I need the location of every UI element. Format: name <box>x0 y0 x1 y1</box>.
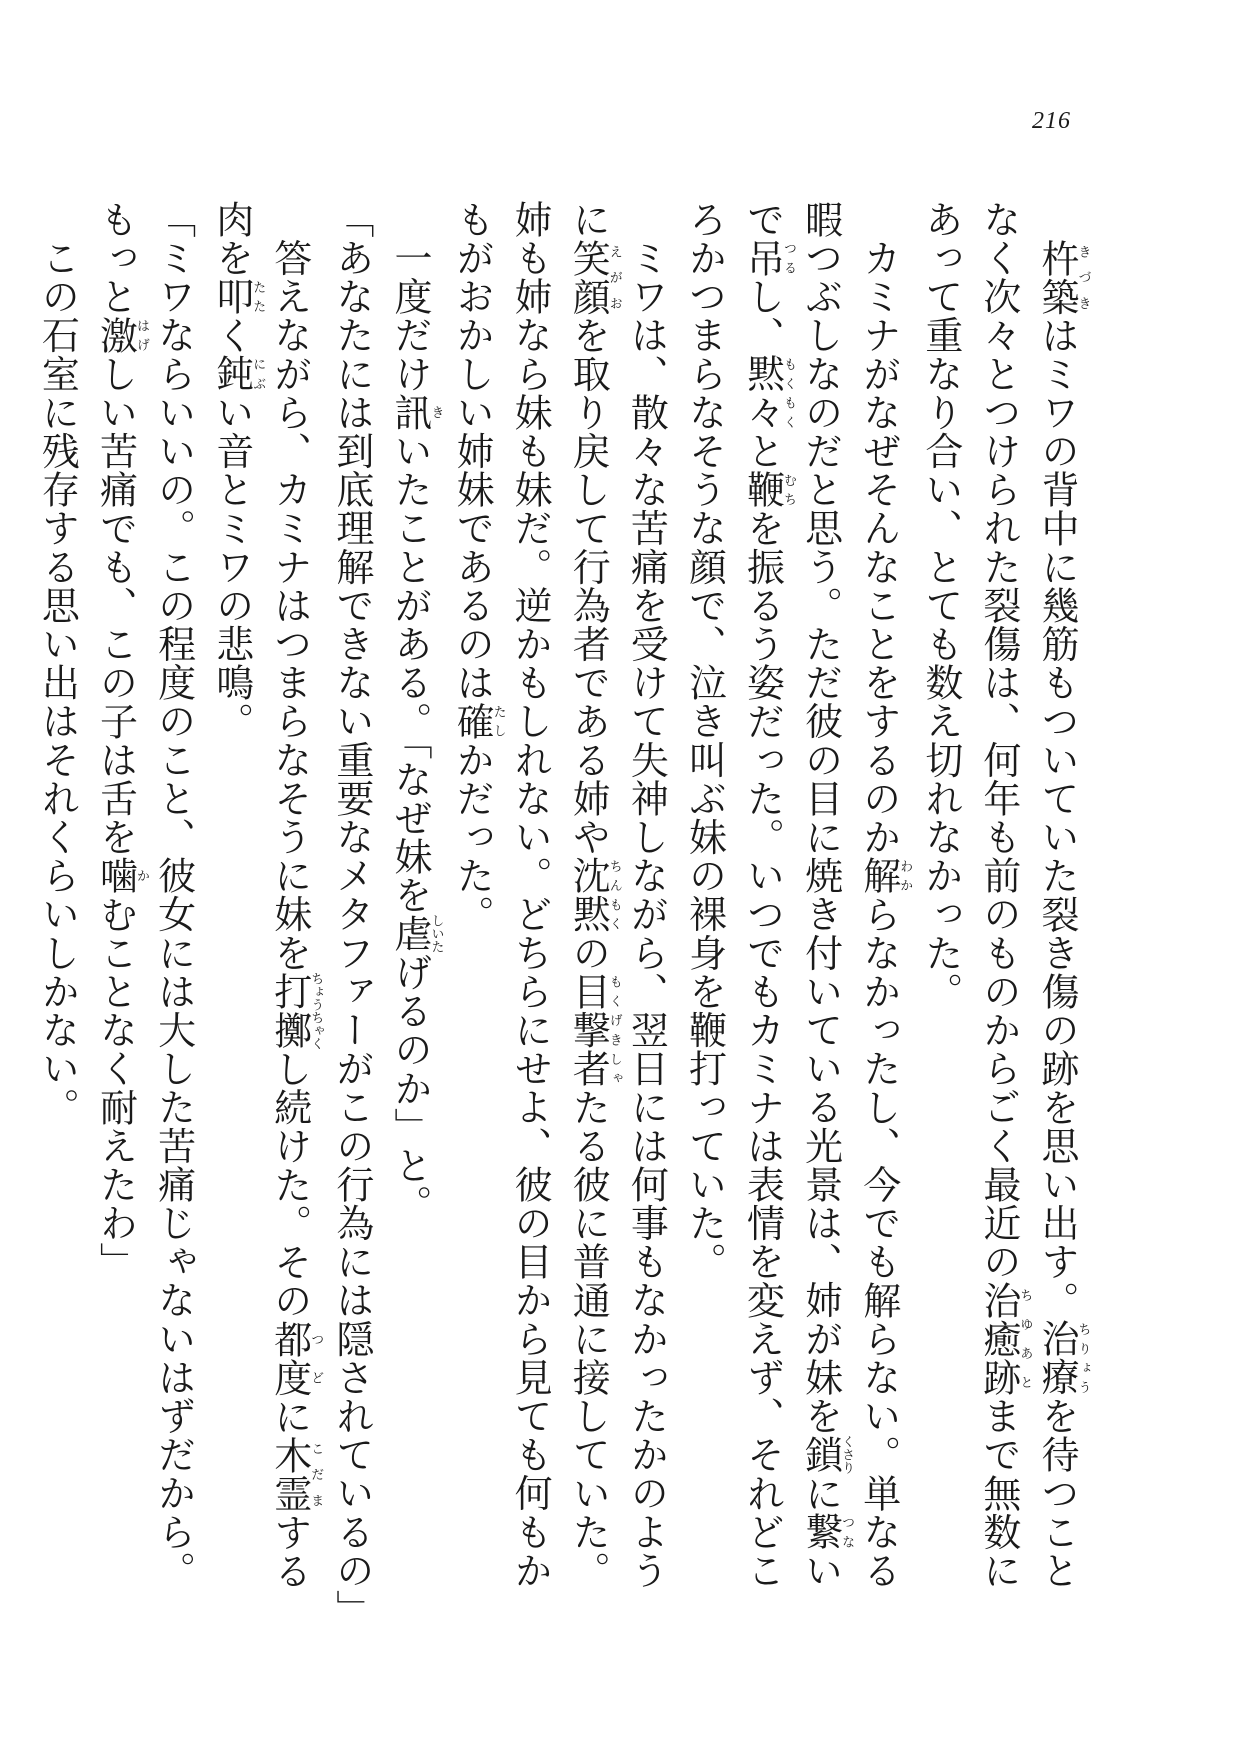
ruby-word <box>856 856 913 895</box>
ruby-word <box>267 1435 324 1513</box>
text-run: し、 <box>740 277 785 355</box>
paragraph <box>323 200 381 1629</box>
text-run: に <box>267 1397 312 1436</box>
furigana: しいた <box>428 914 444 954</box>
ruby-word <box>566 856 622 934</box>
paragraph <box>443 200 675 1620</box>
text-run: げるのか」と。 <box>387 953 432 1224</box>
text-run: い音とミワの悲鳴。 <box>209 393 254 741</box>
text-run: し続けた。その <box>267 1049 312 1320</box>
furigana: もくもく <box>781 354 797 432</box>
ruby-word <box>976 1280 1033 1397</box>
furigana: つる <box>781 238 797 278</box>
ruby-base: 目撃者 <box>566 972 611 1088</box>
text-run: の <box>566 933 611 973</box>
ruby-base: 繋 <box>798 1512 843 1552</box>
page-number: 216 <box>1032 108 1071 134</box>
ruby-base: 吊 <box>740 238 785 278</box>
text-run <box>1035 200 1079 239</box>
text-run: たる彼に普通に接していた。姉も姉なら妹も妹だ。逆かもしれない。どちらにせよ、彼の目から見ても何もかもがおかしい姉妹であるのは <box>450 200 611 1590</box>
text-run: を取り戻して行為者である姉や <box>566 315 611 857</box>
paragraph <box>86 200 202 1620</box>
text-run: 一度だけ <box>387 200 432 393</box>
ruby-word <box>387 914 444 954</box>
ruby-word <box>798 1435 855 1475</box>
ruby-base: 鞭 <box>740 470 785 509</box>
ruby-word <box>267 971 324 1050</box>
ruby-base: 確 <box>450 701 495 741</box>
ruby-base: 叩 <box>209 277 254 316</box>
paragraph <box>675 200 911 1620</box>
furigana: こだま <box>308 1435 324 1513</box>
furigana: きづき <box>1075 238 1091 316</box>
text-run: むことなく耐えたわ」 <box>93 894 138 1281</box>
text-run: かだった。 <box>450 740 495 934</box>
paragraph <box>912 200 1090 1620</box>
paragraph <box>381 200 443 1620</box>
ruby-word <box>740 238 797 278</box>
ruby-base: 打擲 <box>267 971 312 1050</box>
furigana: むち <box>781 470 797 509</box>
text-run: この石室に残存する思い出はそれくらいしかない。 <box>35 200 80 1127</box>
furigana: つな <box>839 1512 855 1552</box>
ruby-word <box>740 354 797 432</box>
text-run: 「ミワならいいの。この程度のこと、彼女には大した苦痛じゃないはずだから。もっと <box>93 200 196 1590</box>
ruby-word <box>267 1319 324 1398</box>
furigana: つど <box>308 1319 324 1398</box>
furigana: たし <box>490 701 506 741</box>
text-run: に <box>798 1473 843 1513</box>
text-run: を振るう姿だった。いつでもカミナは表情を変えず、それどころかつまらなそうな顔で、泣き叫ぶ妹の裸身を鞭打っていた。 <box>682 200 785 1590</box>
paragraph <box>203 200 323 1620</box>
ruby-base: 訊 <box>387 393 432 432</box>
ruby-base: 治療 <box>1035 1319 1079 1397</box>
ruby-word <box>93 856 149 895</box>
text-run: を待つことなく次々とつけられた裂傷は、何年も前のものからごく最近の <box>976 200 1079 1590</box>
ruby-word <box>450 701 506 741</box>
ruby-word <box>566 972 622 1088</box>
furigana: たた <box>250 277 266 316</box>
furigana: えがお <box>606 238 622 316</box>
furigana: ちょうちゃく <box>308 971 324 1050</box>
ruby-base: 治癒跡 <box>976 1280 1021 1397</box>
furigana: か <box>134 856 149 895</box>
ruby-base: 黙々 <box>740 354 785 432</box>
ruby-base: 杵築 <box>1035 238 1079 316</box>
text-run: カミナがなぜそんなことをするのか <box>856 200 901 857</box>
ruby-base: 沈黙 <box>566 856 611 934</box>
text-run: はミワの背中に幾筋もついていた裂き傷の跡を思い出す。 <box>1035 315 1079 1320</box>
ruby-word <box>798 1512 855 1552</box>
ruby-word <box>93 315 149 355</box>
ruby-base: 都度 <box>267 1319 312 1398</box>
ruby-base: 鎖 <box>798 1435 843 1474</box>
ruby-word <box>566 238 622 316</box>
text-run: まで無数にあって重なり合い、とても数え切れなかった。 <box>918 200 1021 1590</box>
furigana: もくげきしゃ <box>606 972 622 1088</box>
ruby-base: 虐 <box>387 914 432 954</box>
furigana: わか <box>897 856 913 895</box>
ruby-word <box>740 470 797 509</box>
furigana: はげ <box>134 315 149 355</box>
text-run: く <box>209 315 254 355</box>
ruby-word <box>1035 238 1091 316</box>
ruby-base: 木霊 <box>267 1435 312 1513</box>
furigana: くさり <box>839 1435 855 1475</box>
furigana: ちんもく <box>606 856 622 934</box>
furigana: ちりょう <box>1075 1319 1091 1397</box>
text-run: いで <box>740 200 843 1590</box>
text-run: ミワは、散々な苦痛を受けて失神しながら、翌日には何事もなかったかのように <box>566 200 669 1590</box>
ruby-base: 噛 <box>93 856 138 895</box>
ruby-word <box>209 354 266 394</box>
text-run: しい苦痛でも、この子は舌を <box>93 354 138 857</box>
furigana: にぶ <box>250 354 266 394</box>
vertical-body-text <box>35 200 1091 1629</box>
text-run: 「あなたには到底理解できない重要なメタファーがこの行為には隠されているの」 <box>329 200 374 1629</box>
ruby-word <box>1035 1319 1091 1397</box>
text-run: する肉を <box>209 200 312 1591</box>
ruby-base: 激 <box>93 315 138 355</box>
ruby-base: 解 <box>856 856 901 895</box>
furigana: ちゆあと <box>1017 1280 1033 1397</box>
text-run: と <box>740 431 785 471</box>
ruby-base: 鈍 <box>209 354 254 394</box>
paragraph <box>28 200 86 1620</box>
text-run: 答えながら、カミナはつまらなそうに妹を <box>267 200 312 972</box>
text-run: いたことがある。「なぜ妹を <box>387 431 432 915</box>
furigana: き <box>428 393 444 432</box>
ruby-word <box>209 277 266 316</box>
text-run: らなかったし、今でも解らない。単なる暇つぶしなのだと思う。ただ彼の目に焼き付いている光景は、姉が妹を <box>798 200 901 1590</box>
ruby-base: 笑顔 <box>566 238 611 316</box>
ruby-word <box>387 393 444 432</box>
